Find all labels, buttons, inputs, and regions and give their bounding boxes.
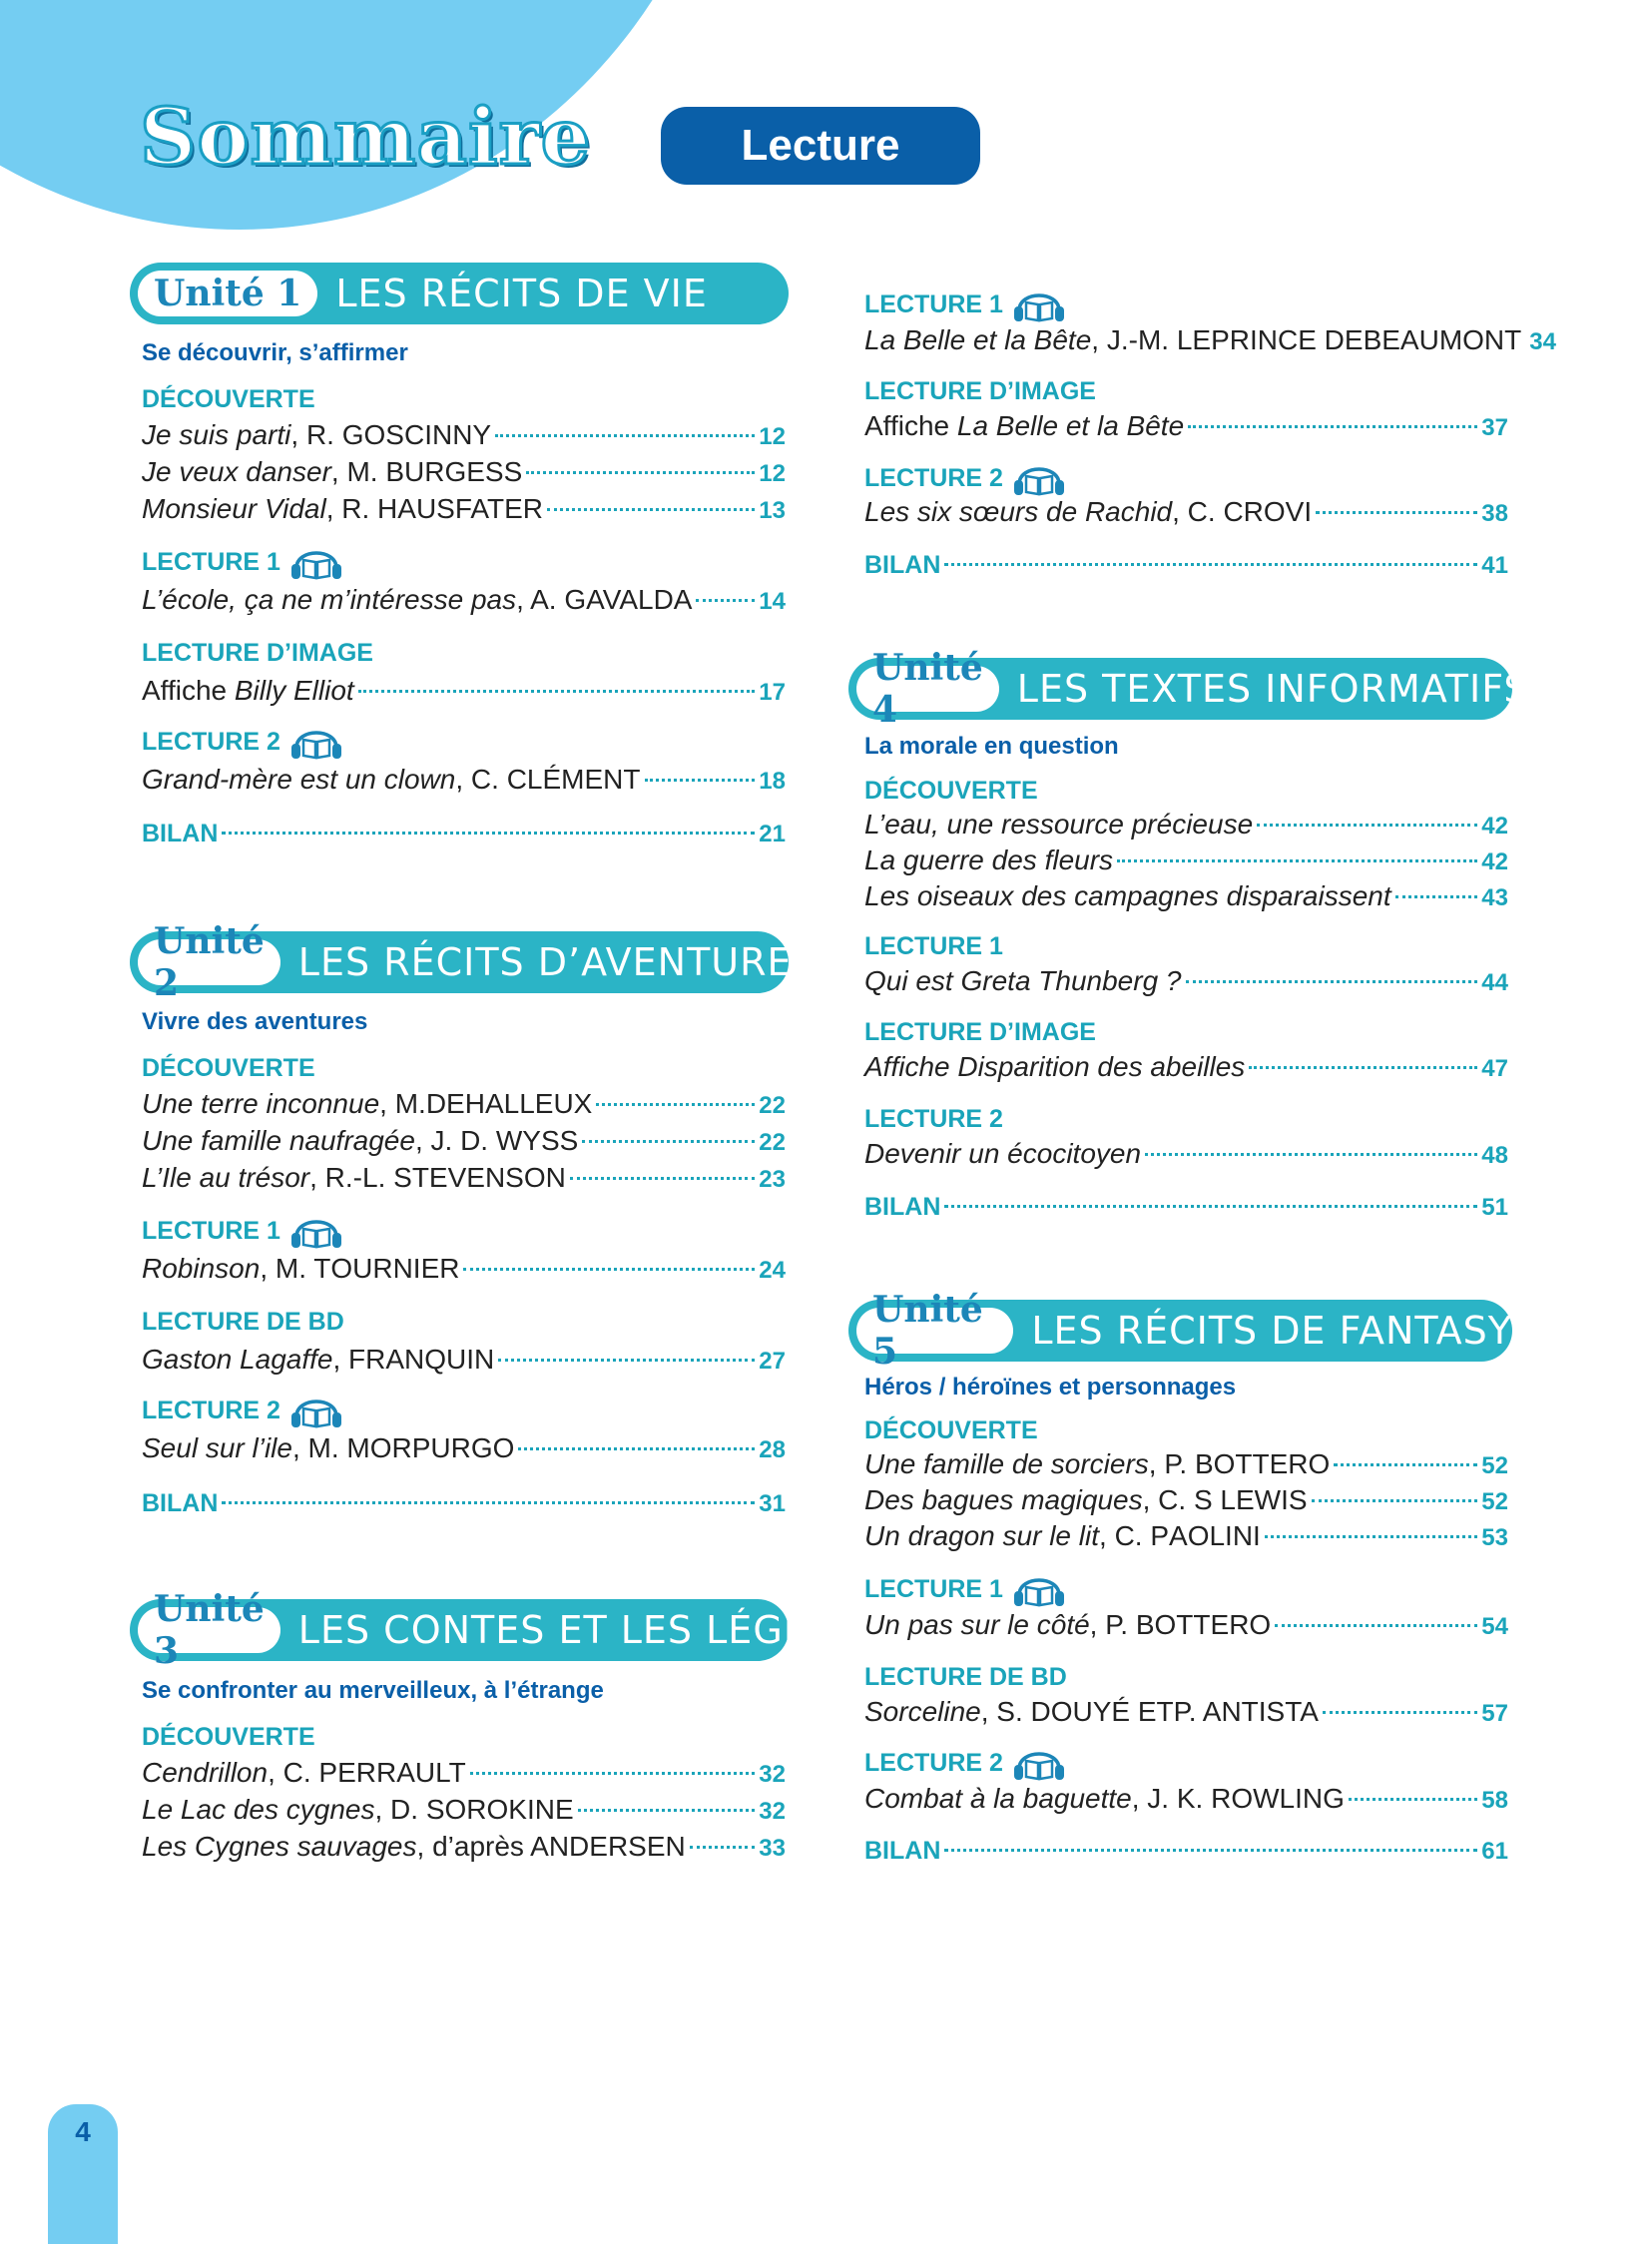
unit-2-lecture2: LECTURE 2 bbox=[142, 1391, 344, 1430]
unit-3-lecture1: LECTURE 1 bbox=[864, 284, 1067, 324]
unit-4-label: Unité 4 bbox=[856, 666, 999, 712]
unit-5-bilan[interactable]: BILAN 61 bbox=[864, 1837, 1508, 1865]
unit-1-lecture1: LECTURE 1 bbox=[142, 542, 344, 582]
unit-5-lecture1: LECTURE 1 bbox=[864, 1569, 1067, 1609]
unit-3-subtitle: Se confronter au merveilleux, à l’étrange bbox=[142, 1677, 604, 1704]
unit-4-decouverte: DÉCOUVERTE bbox=[864, 777, 1038, 805]
toc-entry[interactable]: Devenir un écocitoyen 48 bbox=[864, 1138, 1508, 1169]
audio-book-icon[interactable] bbox=[288, 542, 344, 582]
unit-4-subtitle: La morale en question bbox=[864, 733, 1119, 760]
audio-book-icon[interactable] bbox=[1011, 458, 1067, 498]
unit-5-lecture2: LECTURE 2 bbox=[864, 1743, 1067, 1783]
unit-4-bilan[interactable]: BILAN 51 bbox=[864, 1193, 1508, 1221]
unit-1-bilan[interactable]: BILAN 21 bbox=[142, 820, 786, 847]
toc-entry[interactable]: Grand-mère est un clown , C. C LÉMENT 18 bbox=[142, 764, 786, 795]
unit-4-banner[interactable] bbox=[848, 647, 1529, 731]
toc-entry[interactable]: Une famille naufragée , J. D. W YSS 22 bbox=[142, 1125, 786, 1156]
unit-4-lecture2: LECTURE 2 bbox=[864, 1105, 1003, 1133]
toc-entry[interactable]: Le Lac des cygnes , D. S OROKINE 32 bbox=[142, 1794, 786, 1825]
toc-entry[interactable]: L’eau, une ressource précieuse 42 bbox=[864, 809, 1508, 840]
unit-5-subtitle: Héros / héroïnes et personnages bbox=[864, 1374, 1237, 1401]
unit-5-title: LES RÉCITS DE FANTASY bbox=[1031, 1309, 1512, 1353]
audio-book-icon[interactable] bbox=[288, 1211, 344, 1251]
toc-entry[interactable]: La Belle et la Bête , J.-M. L EPRINCE DE B EAUMONT 34 bbox=[864, 324, 1556, 355]
unit-3-image: LECTURE D’IMAGE bbox=[864, 377, 1096, 405]
unit-3-lecture2: LECTURE 2 bbox=[864, 458, 1067, 498]
unit-2-decouverte: DÉCOUVERTE bbox=[142, 1054, 315, 1082]
unit-5-bd: LECTURE DE BD bbox=[864, 1663, 1067, 1691]
unit-3-banner[interactable] bbox=[130, 1588, 918, 1672]
toc-entry[interactable]: Je suis parti , R. G OSCINNY 12 bbox=[142, 419, 786, 450]
toc-entry[interactable]: Combat à la baguette , J. K. R OWLING 58 bbox=[864, 1783, 1508, 1814]
unit-1-lecture2: LECTURE 2 bbox=[142, 722, 344, 762]
unit-3-title: LES CONTES ET LES LÉGENDES bbox=[297, 1608, 918, 1652]
unit-5-decouverte: DÉCOUVERTE bbox=[864, 1416, 1038, 1444]
page-title: Sommaire bbox=[140, 92, 592, 183]
toc-entry[interactable]: Une terre inconnue , M. DE H ALLEUX 22 bbox=[142, 1088, 786, 1119]
unit-1-label: Unité 1 bbox=[138, 271, 317, 316]
toc-entry[interactable]: La guerre des fleurs 42 bbox=[864, 844, 1508, 875]
toc-entry[interactable]: Une famille de sorciers , P. B OTTERO 52 bbox=[864, 1448, 1508, 1479]
toc-entry[interactable]: Les six sœurs de Rachid , C. C ROVI 38 bbox=[864, 496, 1508, 527]
audio-book-icon[interactable] bbox=[1011, 284, 1067, 324]
toc-entry[interactable]: L’école, ça ne m’intéresse pas , A. G AVALDA 14 bbox=[142, 584, 786, 615]
unit-4-lecture1: LECTURE 1 bbox=[864, 932, 1003, 960]
unit-3-label: Unité 3 bbox=[138, 1607, 280, 1653]
toc-entry[interactable]: Un pas sur le côté , P. B OTTERO 54 bbox=[864, 1609, 1508, 1640]
toc-entry[interactable]: L’Ile au trésor , R.-L. S TEVENSON 23 bbox=[142, 1162, 786, 1193]
unit-1-decouverte: DÉCOUVERTE bbox=[142, 385, 315, 413]
unit-3-decouverte: DÉCOUVERTE bbox=[142, 1723, 315, 1751]
toc-entry[interactable]: Seul sur l’ile , M. M ORPURGO 28 bbox=[142, 1432, 786, 1463]
unit-4-image: LECTURE D’IMAGE bbox=[864, 1018, 1096, 1046]
unit-1-image: LECTURE D’IMAGE bbox=[142, 639, 373, 667]
unit-2-label: Unité 2 bbox=[138, 939, 280, 985]
unit-2-subtitle: Vivre des aventures bbox=[142, 1008, 368, 1035]
toc-entry[interactable]: Monsieur Vidal , R. H AUSFATER 13 bbox=[142, 493, 786, 524]
audio-book-icon[interactable] bbox=[288, 1391, 344, 1430]
page-number: 4 bbox=[75, 2116, 91, 2147]
toc-entry[interactable]: Les oiseaux des campagnes disparaissent 43 bbox=[864, 880, 1508, 911]
toc-entry[interactable]: Affiche La Belle et la Bête 37 bbox=[864, 410, 1508, 441]
unit-2-lecture1: LECTURE 1 bbox=[142, 1211, 344, 1251]
toc-entry[interactable]: Cendrillon , C. P ERRAULT 32 bbox=[142, 1757, 786, 1788]
toc-entry[interactable]: Je veux danser , M. B URGESS 12 bbox=[142, 456, 786, 487]
unit-1-subtitle: Se découvrir, s’affirmer bbox=[142, 339, 408, 366]
section-badge: Lecture bbox=[661, 107, 980, 185]
unit-3-bilan[interactable]: BILAN 41 bbox=[864, 551, 1508, 579]
toc-entry[interactable]: Affiche Disparition des abeilles 47 bbox=[864, 1051, 1508, 1082]
toc-entry[interactable]: Sorceline , S. D OUYÉ ET P. A NTISTA 57 bbox=[864, 1696, 1508, 1727]
unit-1-banner[interactable] bbox=[130, 263, 789, 324]
toc-entry[interactable]: Qui est Greta Thunberg ? 44 bbox=[864, 965, 1508, 996]
toc-entry[interactable]: Robinson , M. T OURNIER 24 bbox=[142, 1253, 786, 1284]
unit-2-title: LES RÉCITS D’AVENTURES bbox=[297, 940, 818, 984]
unit-5-banner[interactable] bbox=[848, 1289, 1512, 1373]
toc-entry[interactable]: Des bagues magiques , C. S L EWIS 52 bbox=[864, 1484, 1508, 1515]
toc-entry[interactable]: Affiche Billy Elliot 17 bbox=[142, 675, 786, 706]
unit-2-bilan[interactable]: BILAN 31 bbox=[142, 1489, 786, 1517]
unit-5-label: Unité 5 bbox=[856, 1308, 1013, 1354]
unit-2-banner[interactable] bbox=[130, 920, 818, 1004]
toc-entry[interactable]: Un dragon sur le lit , C. P AOLINI 53 bbox=[864, 1520, 1508, 1551]
toc-entry[interactable]: Les Cygnes sauvages , d’après A NDERSEN 33 bbox=[142, 1831, 786, 1862]
audio-book-icon[interactable] bbox=[1011, 1743, 1067, 1783]
toc-entry[interactable]: Gaston Lagaffe , F RANQUIN 27 bbox=[142, 1344, 786, 1375]
unit-1-title: LES RÉCITS DE VIE bbox=[335, 272, 708, 315]
unit-2-bd: LECTURE DE BD bbox=[142, 1308, 344, 1336]
unit-4-title: LES TEXTES INFORMATIFS bbox=[1016, 667, 1529, 711]
audio-book-icon[interactable] bbox=[1011, 1569, 1067, 1609]
audio-book-icon[interactable] bbox=[288, 722, 344, 762]
